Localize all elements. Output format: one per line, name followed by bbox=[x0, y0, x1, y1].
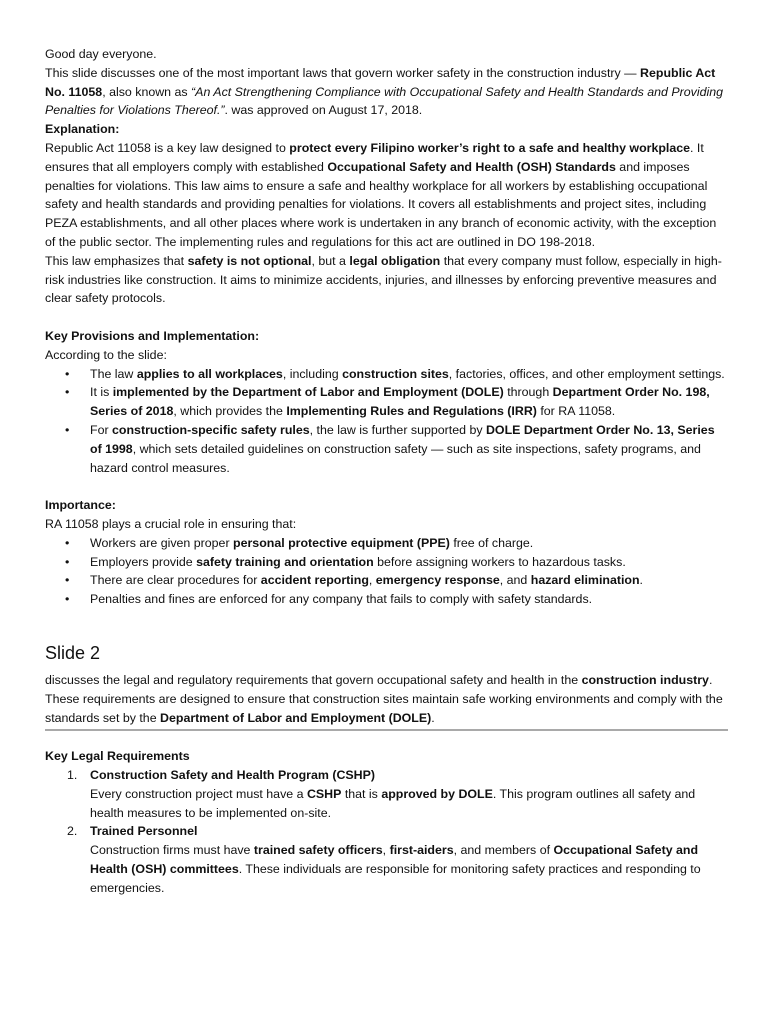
list-item: • There are clear procedures for accident reporting, emergency response, and hazard elimination. bbox=[90, 571, 728, 590]
requirements-list bbox=[45, 766, 728, 898]
importance-intro: RA 11058 plays a crucial role in ensuring that: bbox=[45, 516, 297, 531]
horizontal-divider bbox=[45, 729, 728, 731]
requirement-title: Trained Personnel bbox=[90, 824, 198, 839]
list-item: 2. Trained Personnel Construction firms must have trained safety officers, first-aiders, and members of Occupational Safety and Health (OSH) committees. These individuals are responsible for monitoring safety practices and responding to emergencies. bbox=[67, 824, 701, 895]
list-number: 2. bbox=[67, 824, 78, 839]
list-item: 1. Construction Safety and Health Program (CSHP) Every construction project must have a CSHP that is approved by DOLE. This program outlines all safety and health measures to be implemented on-site. bbox=[67, 768, 696, 820]
list-item: • Employers provide safety training and orientation before assigning workers to hazardous tasks. bbox=[90, 553, 728, 572]
list-item: • The law applies to all workplaces, including construction sites, factories, offices, and other employment settings. bbox=[90, 365, 728, 384]
slide-2-paragraph: discusses the legal and regulatory requirements that govern occupational safety and health in the construction industry. These requirements are designed to ensure that construction sites maintain safe working environments and comply with the standards set by the Department of Labor and Employment (DOLE). bbox=[45, 672, 723, 725]
provisions-heading: Key Provisions and Implementation: bbox=[45, 328, 260, 343]
explanation-heading: Explanation: bbox=[45, 122, 120, 137]
intro-paragraph: This slide discusses one of the most important laws that govern worker safety in the construction industry — Republic Act No. 11058, also known as “An Act Strengthening Compliance with Occupational Safety and Health Standards and Providing Penalties for Violations Thereof.”. was approved on August 17, 2018. bbox=[45, 65, 724, 118]
requirements-heading: Key Legal Requirements bbox=[45, 749, 190, 764]
provisions-intro: According to the slide: bbox=[45, 347, 167, 362]
importance-heading: Importance: bbox=[45, 498, 116, 513]
explanation-paragraph-2: This law emphasizes that safety is not optional, but a legal obligation that every company must follow, especially in high-risk industries like construction. It aims to minimize accidents, injuries, and illnesses by enforcing preventive measures and clear safety protocols. bbox=[45, 253, 722, 306]
provisions-list bbox=[45, 365, 728, 478]
requirement-title: Construction Safety and Health Program (CSHP) bbox=[90, 768, 376, 783]
list-item: • Workers are given proper personal protective equipment (PPE) free of charge. bbox=[90, 534, 728, 553]
list-item: • It is implemented by the Department of Labor and Employment (DOLE) through Department Order No. 198, Series of 2018, which provides the Implementing Rules and Regulations (IRR) for RA 11058. bbox=[90, 383, 728, 421]
slide-2-heading: Slide 2 bbox=[45, 642, 101, 663]
list-number: 1. bbox=[67, 768, 78, 783]
list-item: • For construction-specific safety rules, the law is further supported by DOLE Department Order No. 13, Series of 1998, which sets detailed guidelines on construction safety — such as site inspections, safety programs, and hazard control measures. bbox=[90, 421, 728, 477]
explanation-paragraph-1: Republic Act 11058 is a key law designed to protect every Filipino worker’s right to a safe and healthy workplace. It ensures that all employers comply with established Occupational Safety and Health (OSH) Standards and imposes penalties for violations. This law aims to ensure a safe and healthy workplace for all workers by establishing occupational safety and health standards and providing penalties for violations. It covers all establishments and project sites, including PEZA establishments, and all other places where work is undertaken in any branch of economic activity, with the exception of the public sector. The implementing rules and regulations for this act are outlined in DO 198-2018. bbox=[45, 140, 717, 249]
greeting: Good day everyone. bbox=[45, 47, 157, 61]
importance-list bbox=[45, 534, 728, 609]
list-item: • Penalties and fines are enforced for any company that fails to comply with safety standards. bbox=[90, 590, 728, 609]
